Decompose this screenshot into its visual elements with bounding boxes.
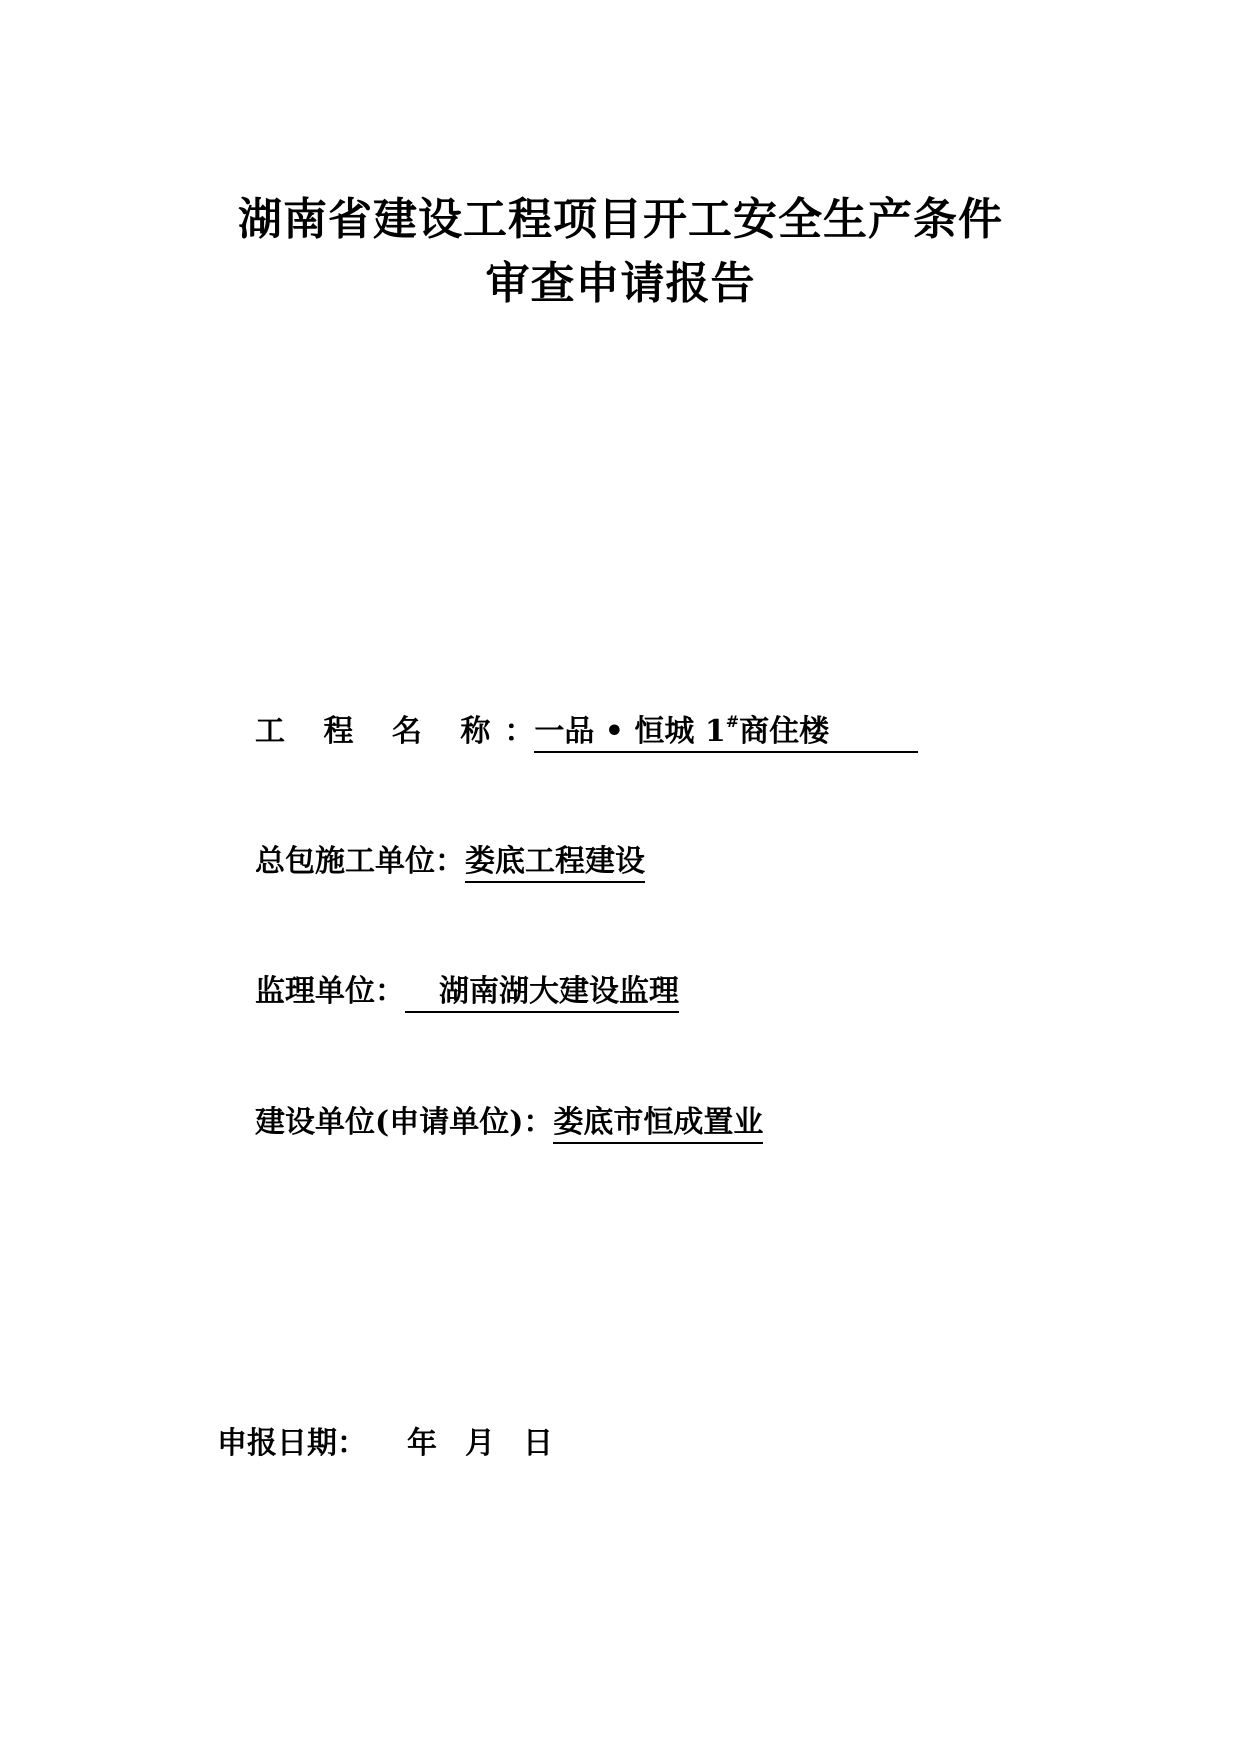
- project-name-row: [255, 712, 918, 753]
- supervisor-row: [255, 972, 679, 1013]
- contractor-label: 总包施工单位：: [255, 844, 465, 879]
- developer-value: 娄底市恒成置业: [553, 1105, 763, 1144]
- project-name-value-prefix: 一品 • 恒城 1: [534, 714, 726, 749]
- report-date-month: 月: [465, 1426, 495, 1461]
- developer-row: [255, 1103, 763, 1144]
- report-date-label: 申报日期：: [217, 1426, 367, 1461]
- project-name-label: 工 程 名 称：: [255, 714, 535, 749]
- contractor-row: [255, 842, 645, 883]
- supervisor-value: 湖南湖大建设监理: [405, 974, 679, 1013]
- title-line-1: 湖南省建设工程项目开工安全生产条件: [238, 194, 1003, 245]
- contractor-value: 娄底工程建设: [465, 844, 645, 883]
- document-title: [0, 188, 1241, 316]
- supervisor-label: 监理单位：: [255, 974, 405, 1009]
- title-line-2: 审查申请报告: [485, 258, 756, 309]
- project-name-value-sup: #: [725, 712, 740, 731]
- developer-label: 建设单位(申请单位)：: [255, 1105, 554, 1140]
- report-date-day: 日: [523, 1426, 553, 1461]
- project-name-value: [534, 714, 918, 753]
- report-date-year: 年: [407, 1426, 437, 1461]
- project-name-value-suffix: 商住楼: [739, 714, 830, 749]
- project-name-colon: ：: [504, 714, 535, 749]
- report-date: [217, 1424, 553, 1464]
